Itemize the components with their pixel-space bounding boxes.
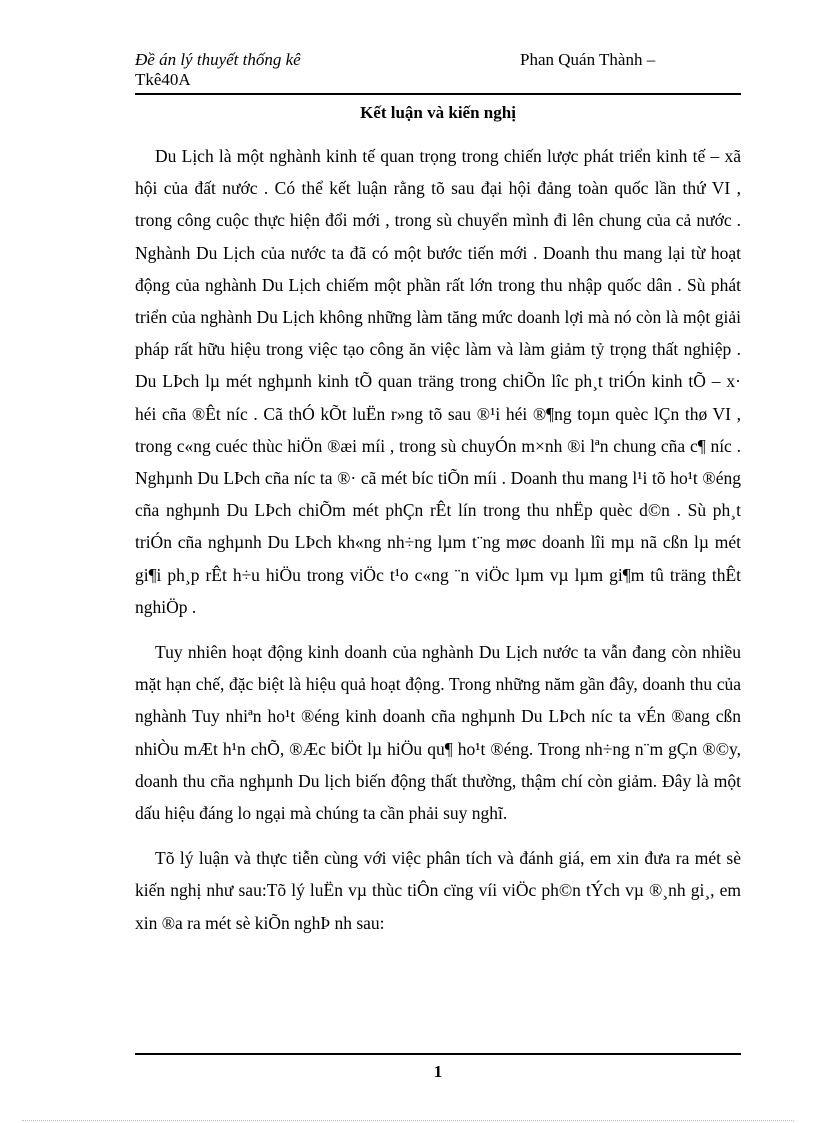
body-text — [135, 140, 741, 952]
footer-rule — [135, 1053, 741, 1055]
paragraph-2: Tuy nhiên hoạt động kinh doanh của nghành Du Lịch nước ta vẫn đang còn nhiều mặt hạn chế, đặc biệt là hiệu quả hoạt động. Trong những năm gần đây, doanh thu của nghành Tuy nhiªn ho¹t ®éng kinh doanh cña nghµnh Du LÞch níc ta vÉn ®ang cßn nhiÒu mÆt h¹n chÕ, ®Æc biÖt lµ hiÖu qu¶ ho¹t ®éng. Trong nh÷ng n¨m gÇn ®©y, doanh thu cña nghµnh Du lịch biến động thất thường, thậm chí còn giảm. Đây là một dấu hiệu đáng lo ngại mà chúng ta cần phải suy nghĩ. — [135, 642, 741, 824]
page-header — [135, 48, 741, 92]
section-title: Kết luận và kiến nghị — [360, 103, 516, 122]
header-class-code: Tkê40A — [135, 70, 191, 89]
paragraph-3: Tõ lý luận và thực tiễn cùng với việc phân tích và đánh giá, em xin đưa ra mét sè kiến nghị như sau:Tõ lý luËn vµ thùc tiÔn cïng víi viÖc ph©n tÝch vµ ®¸nh gi¸, em xin ®a ra mét sè kiÕn nghÞ nh sau: — [135, 848, 741, 933]
page-edge-divider — [22, 1120, 794, 1121]
paragraph-1: Du Lịch là một nghành kinh tế quan trọng trong chiến lược phát triển kinh tế – xã hội của đất nước . Có thể kết luận rằng tõ sau đại hội đảng toàn quốc lần thứ VI , trong công cuộc thực hiện đổi mới , trong sù chuyển mình đi lên chung của cả nước . Nghành Du Lịch của nước ta đã có một bước tiến mới . Doanh thu mang lại từ hoạt động của nghành Du Lịch chiếm một phần rất lớn trong thu nhập quốc dân . Sù phát triển của nghành Du Lịch không những làm tăng mức doanh lợi mà nó còn là một giải pháp rất hữu hiệu trong việc tạo công ăn việc làm và làm giảm tỷ trọng thất nghiệp . Du LÞch lµ mét nghµnh kinh tÕ quan träng trong chiÕn lîc ph¸t triÓn kinh tÕ – x· héi cña ®Êt níc . Cã thÓ kÕt luËn r»ng tõ sau ®¹i héi ®¶ng toµn quèc lÇn thø VI , trong c«ng cuéc thùc hiÖn ®æi míi , trong sù chuyÓn m×nh ®i lªn chung cña c¶ níc . Nghµnh Du LÞch cña níc ta ®· cã mét bíc tiÕn míi . Doanh thu mang l¹i tõ ho¹t ®éng cña nghµnh Du LÞch chiÕm mét phÇn rÊt lín trong thu nhËp quèc d©n . Sù ph¸t triÓn cña nghµnh Du LÞch kh«ng nh÷ng lµm t¨ng møc doanh lîi mµ nã cßn lµ mét gi¶i ph¸p rÊt h÷u hiÖu trong viÖc t¹o c«ng ¨n viÖc lµm vµ lµm gi¶m tû träng thÊt nghiÖp . — [135, 146, 741, 617]
page-number: 1 — [433, 1062, 443, 1081]
header-author: Phan Quán Thành – — [520, 50, 656, 69]
header-rule — [135, 93, 741, 95]
header-document-title: Đề án lý thuyết thống kê — [135, 50, 301, 69]
